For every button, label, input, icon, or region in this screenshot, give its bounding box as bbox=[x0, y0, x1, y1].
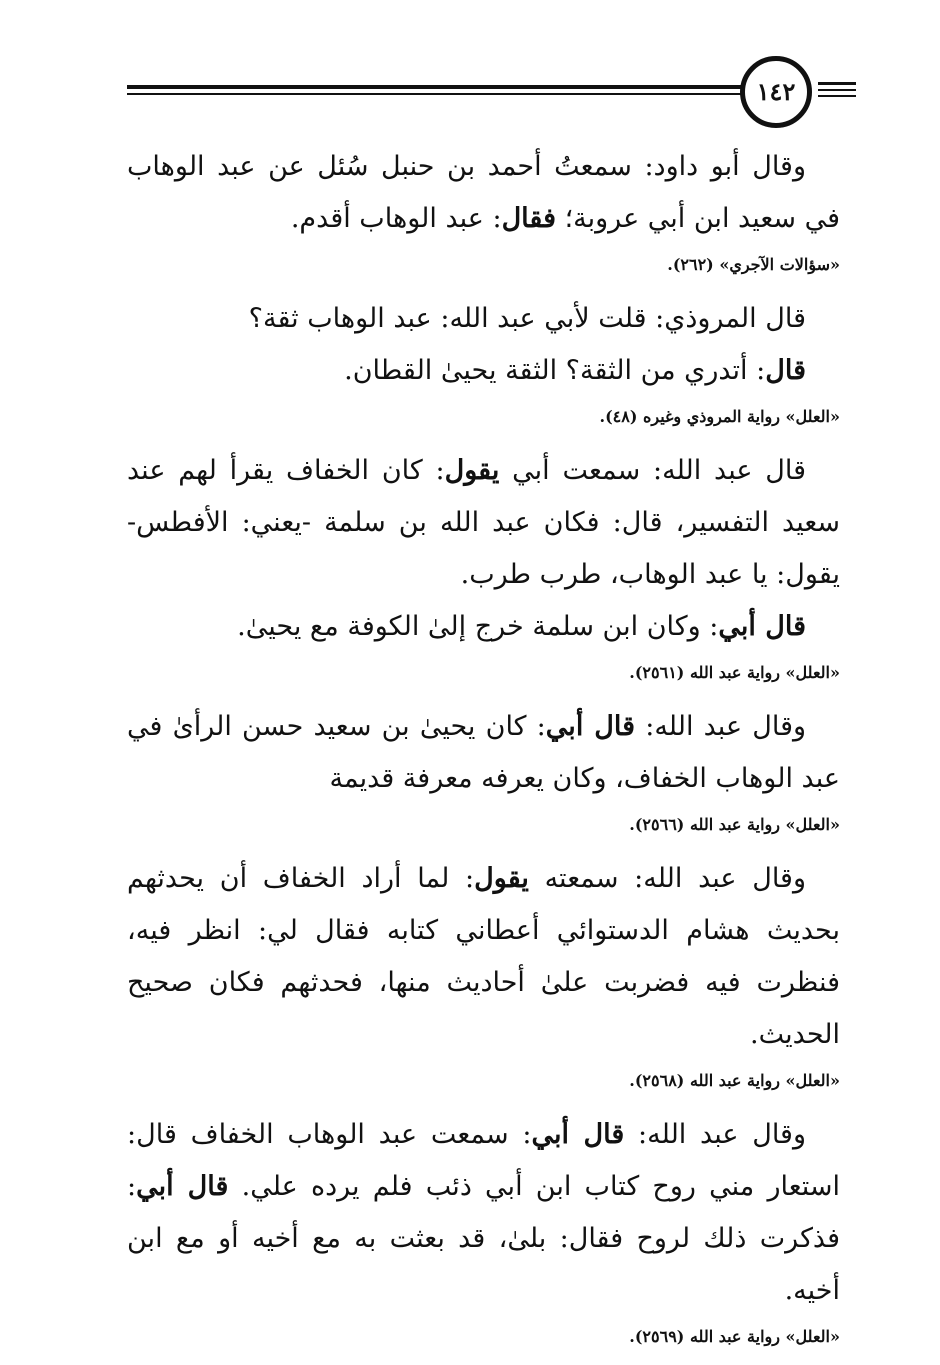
header-rule-right bbox=[818, 82, 856, 85]
text-run: : وكان ابن سلمة خرج إلىٰ الكوفة مع يحيىٰ. bbox=[237, 611, 719, 642]
source-citation: «سؤالات الآجري» (٢٦٢). bbox=[667, 255, 840, 274]
text-run: : كان يحيىٰ بن سعيد حسن الرأىٰ في عبد الوهاب الخفاف، وكان يعرفه معرفة قديمة bbox=[127, 711, 840, 794]
bold-run: قال bbox=[765, 355, 806, 386]
bold-run: يقول bbox=[474, 863, 529, 894]
text-run: : أتدري من الثقة؟ الثقة يحيىٰ القطان. bbox=[344, 355, 766, 386]
text-run: : عبد الوهاب أقدم. bbox=[290, 203, 502, 234]
text-run: قال عبد الله: سمعت أبي bbox=[499, 455, 806, 486]
page-body bbox=[127, 141, 840, 1365]
paragraph bbox=[127, 345, 840, 397]
paragraph bbox=[127, 853, 840, 1061]
text-run: : كان الخفاف يقرأ لهم عند سعيد التفسير، قال: فكان عبد الله بن سلمة -يعني: الأفطس- يقول: يا عبد الوهاب، طرب طرب. bbox=[127, 455, 840, 590]
bold-run: قال أبي bbox=[531, 1119, 625, 1150]
text-run: : فذكرت ذلك لروح فقال: بلىٰ، قد بعثت به مع أخيه أو مع ابن أخيه. bbox=[127, 1171, 840, 1306]
paragraph bbox=[127, 601, 840, 653]
text-run: وقال أبو داود: سمعتُ أحمد بن حنبل سُئل عن عبد الوهاب في سعيد ابن أبي عروبة؛ bbox=[127, 151, 840, 234]
page-header bbox=[0, 52, 940, 132]
header-rule-thin bbox=[127, 93, 742, 95]
paragraph bbox=[127, 701, 840, 805]
bold-run: قال أبي bbox=[545, 711, 636, 742]
paragraph bbox=[127, 141, 840, 245]
text-run: وقال عبد الله: bbox=[624, 1119, 807, 1150]
page-number-badge bbox=[740, 56, 812, 128]
header-rule-thick bbox=[127, 85, 742, 89]
text-run: : سمعت عبد الوهاب الخفاف قال: استعار مني روح كتاب ابن أبي ذئب فلم يرده علي. bbox=[127, 1119, 841, 1202]
bold-run: قال أبي bbox=[718, 611, 806, 642]
paragraph bbox=[127, 293, 840, 345]
source-citation: «العلل» رواية عبد الله (٢٥٦٩). bbox=[629, 1327, 840, 1346]
bold-run: يقول bbox=[444, 455, 500, 486]
paragraph bbox=[127, 445, 840, 601]
source-citation: «العلل» رواية عبد الله (٢٥٦٦). bbox=[629, 815, 840, 834]
page-number: ١٤٢ bbox=[756, 77, 796, 106]
text-run: : لما أراد الخفاف أن يحدثهم بحديث هشام الدستوائي أعطاني كتابه فقال لي: انظر فيه، فنظرت فيه فضربت علىٰ أحاديث منها، فحدثهم فكان صحيح الحديث. bbox=[127, 863, 840, 1050]
bold-run: فقال bbox=[501, 203, 556, 234]
paragraph bbox=[127, 1109, 840, 1317]
header-rule-right bbox=[818, 95, 856, 97]
bold-run: قال أبي bbox=[136, 1171, 229, 1202]
source-citation: «العلل» رواية المروذي وغيره (٤٨). bbox=[599, 407, 840, 426]
source-citation: «العلل» رواية عبد الله (٢٥٦١). bbox=[629, 663, 840, 682]
text-run: وقال عبد الله: سمعته bbox=[528, 863, 807, 894]
source-citation: «العلل» رواية عبد الله (٢٥٦٨). bbox=[629, 1071, 840, 1090]
text-run: وقال عبد الله: bbox=[635, 711, 807, 742]
header-rule-right bbox=[818, 89, 856, 91]
text-run: قال المروذي: قلت لأبي عبد الله: عبد الوهاب ثقة؟ bbox=[248, 303, 806, 334]
